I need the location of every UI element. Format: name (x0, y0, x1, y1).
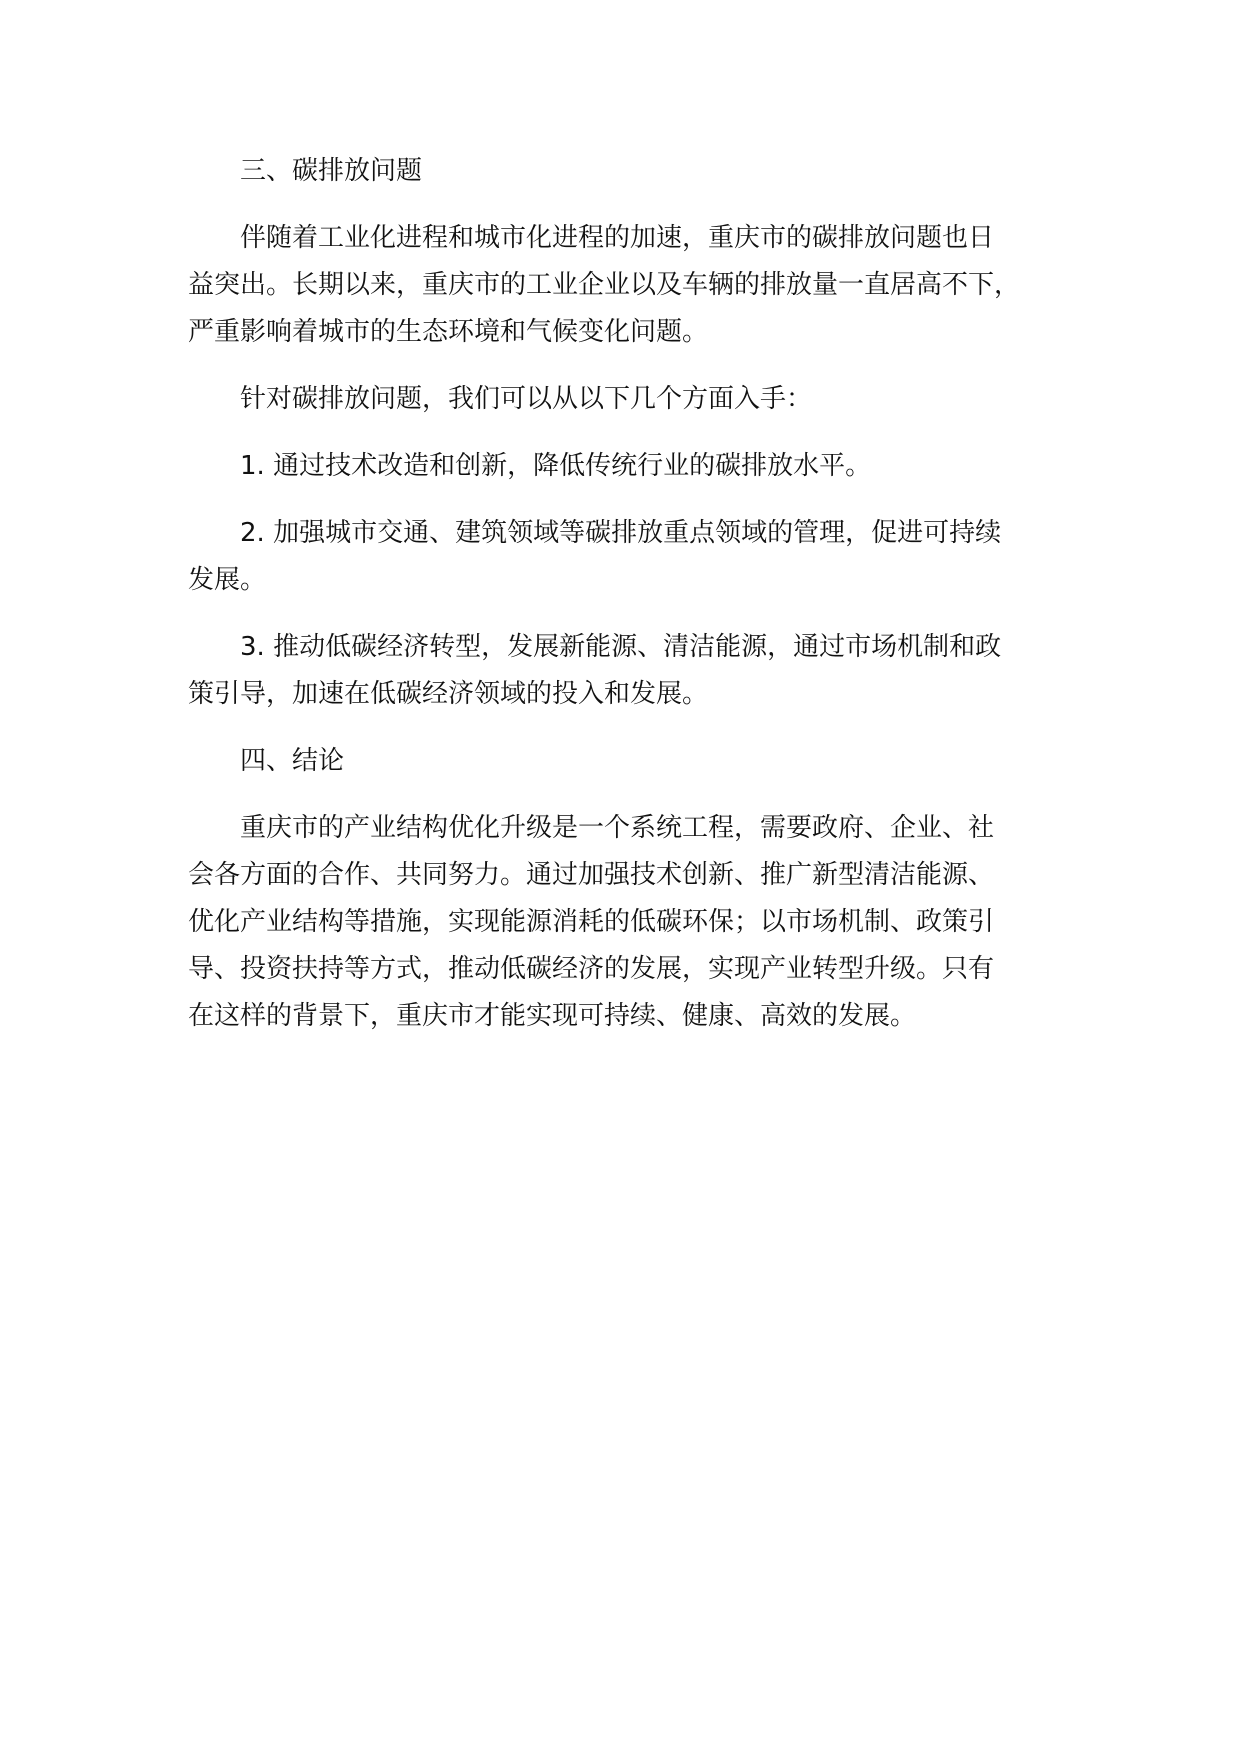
section-heading-carbon-emission (188, 148, 1068, 195)
text-line: 1. 通过技术改造和创新，降低传统行业的碳排放水平。 (240, 451, 872, 481)
list-item-2 (188, 510, 1068, 604)
text-line: 伴随着工业化进程和城市化进程的加速，重庆市的碳排放问题也日 (240, 223, 995, 253)
text-line: 3. 推动低碳经济转型，发展新能源、清洁能源，通过市场机制和政 (240, 632, 1002, 662)
text-line: 严重影响着城市的生态环境和气候变化问题。 (188, 317, 709, 347)
text-line: 重庆市的产业结构优化升级是一个系统工程，需要政府、企业、社 (240, 813, 995, 843)
paragraph-conclusion (188, 805, 1068, 1040)
text-line: 发展。 (188, 565, 267, 595)
text-line: 益突出。长期以来，重庆市的工业企业以及车辆的排放量一直居高不下， (188, 270, 1021, 300)
list-item-1 (188, 443, 1068, 490)
text-line: 2. 加强城市交通、建筑领域等碳排放重点领域的管理，促进可持续 (240, 518, 1002, 548)
text-line: 优化产业结构等措施，实现能源消耗的低碳环保；以市场机制、政策引 (188, 907, 995, 937)
section-heading-conclusion (188, 738, 1068, 785)
paragraph-carbon-background (188, 215, 1068, 356)
text-line: 在这样的背景下，重庆市才能实现可持续、健康、高效的发展。 (188, 1001, 917, 1031)
heading-text: 三、碳排放问题 (240, 156, 423, 186)
text-line: 导、投资扶持等方式，推动低碳经济的发展，实现产业转型升级。只有 (188, 954, 995, 984)
paragraph-measures-intro (188, 376, 1068, 423)
heading-text: 四、结论 (240, 746, 345, 776)
text-line: 策引导，加速在低碳经济领域的投入和发展。 (188, 679, 709, 709)
list-item-3 (188, 624, 1068, 718)
text-line: 会各方面的合作、共同努力。通过加强技术创新、推广新型清洁能源、 (188, 860, 995, 890)
text-line: 针对碳排放问题，我们可以从以下几个方面入手： (240, 384, 813, 414)
document-page (188, 148, 1068, 1060)
